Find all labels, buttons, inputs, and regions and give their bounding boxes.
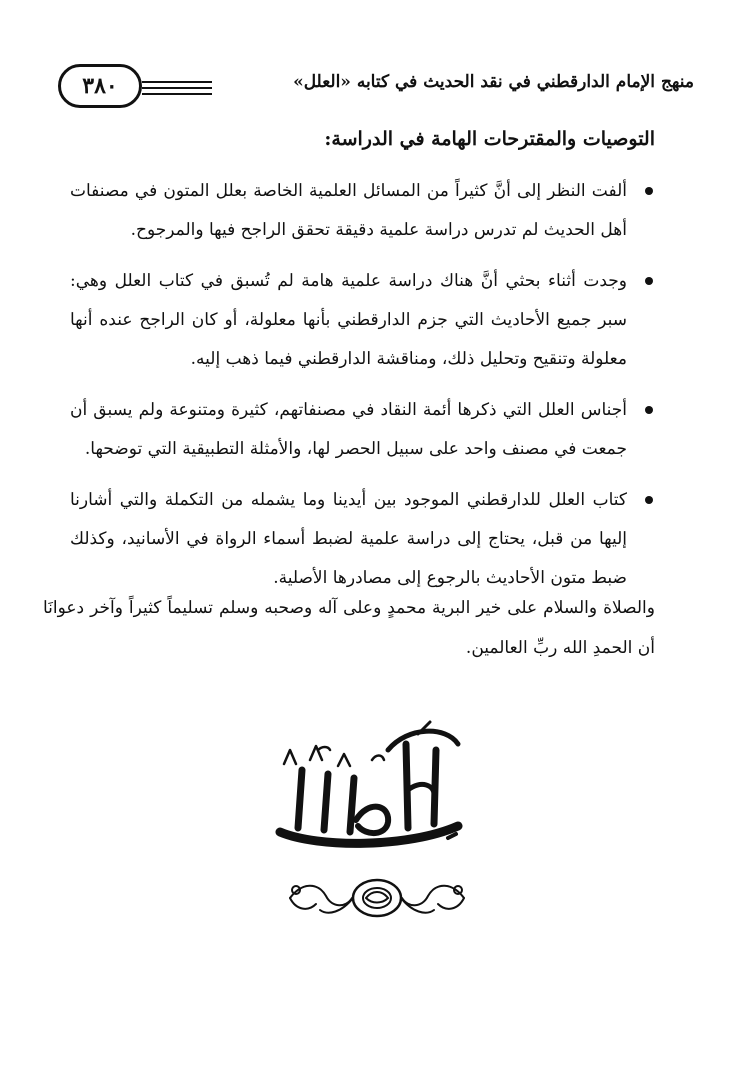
bullet-icon: [645, 406, 653, 414]
header-rule: [142, 93, 212, 95]
page-header: [58, 64, 694, 112]
page-number: ٣٨٠: [58, 64, 142, 108]
list-item-text: ألفت النظر إلى أنَّ كثيراً من المسائل العلمية الخاصة بعلل المتون في مصنفات أهل الحديث لم تدرس دراسة علمية دقيقة تحقق الراجح فيها والمرجوح.: [70, 181, 627, 240]
list-item-text: أجناس العلل التي ذكرها أئمة النقاد في مصنفاتهم، كثيرة ومتنوعة ولم يسبق أن جمعت في مصنف واحد على سبيل الحصر لها، والأمثلة التطبيقية التي توضحها.: [70, 400, 627, 459]
bullet-icon: [645, 187, 653, 195]
list-item-text: وجدت أثناء بحثي أنَّ هناك دراسة علمية هامة لم تُسبق في كتاب العلل وهي: سبر جميع الأحاديث التي جزم الدارقطني بأنها معلولة، أو كان الراجح عنده أنها معلولة وتنقيح وتحليل ذلك، ومناقشة الدارقطني فيما ذهب إليه.: [70, 271, 627, 369]
bullet-icon: [645, 496, 653, 504]
running-title: منهج الإمام الدارقطني في نقد الحديث في كتابه «العلل»: [293, 72, 694, 92]
bullet-icon: [645, 277, 653, 285]
header-rule: [142, 81, 212, 83]
list-item: [70, 481, 655, 598]
calligraphy-image: [258, 720, 478, 850]
section-heading: التوصيات والمقترحات الهامة في الدراسة:: [324, 128, 655, 150]
header-rule: [142, 87, 212, 89]
ornament-divider-icon: [282, 872, 472, 922]
list-item: [70, 262, 655, 379]
closing-paragraph: والصلاة والسلام على خير البرية محمدٍ وعلى آله وصحبه وسلم تسليماً كثيراً وآخر دعوانَا أن الحمدِ الله ربِّ العالمين.: [43, 598, 655, 658]
list-item-text: كتاب العلل للدارقطني الموجود بين أيدينا وما يشمله من التكملة والتي أشارنا إليها من قبل، يحتاج إلى دراسة علمية لضبط أسماء الرواة في الأسانيد، وكذلك ضبط متون الأحاديث بالرجوع إلى مصادرها الأصلية.: [70, 490, 627, 588]
list-item: [70, 172, 655, 250]
recommendations-list: [70, 172, 655, 610]
list-item: [70, 391, 655, 469]
